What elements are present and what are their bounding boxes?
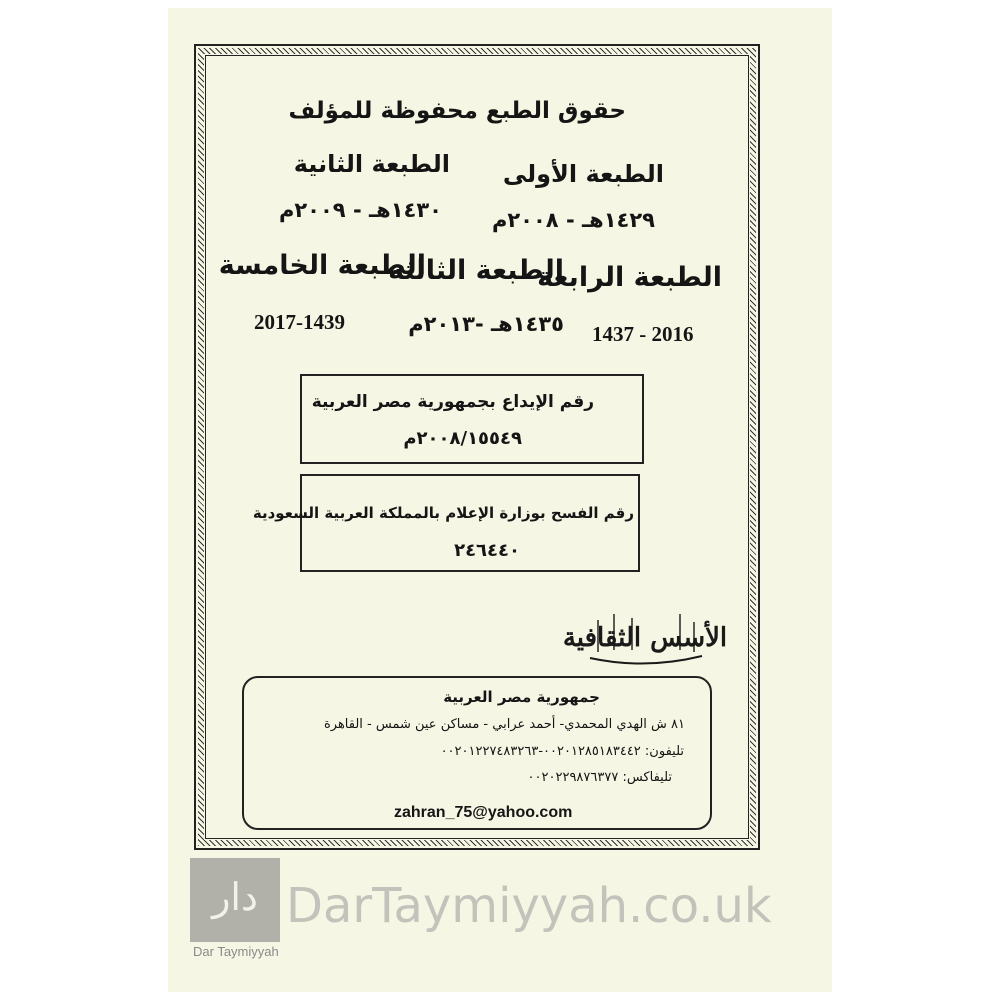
publisher-calligraphy-seal	[562, 600, 728, 672]
svg-text:دار: دار	[212, 875, 258, 919]
deposit-label: رقم الإيداع بجمهورية مصر العربية	[311, 392, 594, 412]
deposit-box	[300, 374, 644, 464]
second-edition-label: الطبعة الثانية	[293, 150, 450, 178]
first-edition-label: الطبعة الأولى	[502, 160, 664, 188]
permit-label: رقم الفسح بوزارة الإعلام بالمملكة العربية السعودية	[252, 504, 634, 522]
address-country: جمهورية مصر العربية	[443, 688, 600, 706]
second-edition-date: ١٤٣٠هـ - ٢٠٠٩م	[278, 198, 442, 222]
fourth-edition-label: الطبعة الرابعة	[537, 262, 722, 293]
third-edition-date: ١٤٣٥هـ -٢٠١٣م	[408, 312, 564, 336]
watermark-logo	[190, 858, 280, 942]
fifth-edition-date: 2017-1439	[254, 310, 345, 334]
address-street: ٨١ ش الهدي المحمدي- أحمد عرابي - مساكن عين شمس - القاهرة	[323, 717, 685, 732]
copyright-notice: حقوق الطبع محفوظة للمؤلف	[288, 98, 626, 124]
seal-text: الأسس الثقافية	[562, 623, 728, 653]
deposit-number: ٢٠٠٨/١٥٥٤٩م	[403, 428, 522, 449]
watermark-site: DarTaymiyyah.co.uk	[286, 878, 772, 934]
fifth-edition-label: الطبعة الخامسة	[218, 250, 426, 281]
third-edition-label: الطبعة الثالثة	[388, 255, 564, 286]
address-fax: تليفاكس: ٠٠٢٠٢٢٩٨٧٦٣٧٧	[527, 770, 672, 785]
first-edition-date: ١٤٢٩هـ - ٢٠٠٨م	[491, 208, 655, 232]
watermark-logo-caption: Dar Taymiyyah	[193, 944, 279, 959]
publisher-email: zahran_75@yahoo.com	[394, 804, 573, 821]
address-phone: تليفون: ٠٠٢٠١٢٨٥١٨٣٤٤٢-٠٠٢٠١٢٢٧٤٨٣٢٦٣	[440, 744, 684, 759]
fourth-edition-date: 1437 - 2016	[592, 322, 694, 346]
permit-number: ٢٤٦٤٤٠	[454, 540, 520, 561]
